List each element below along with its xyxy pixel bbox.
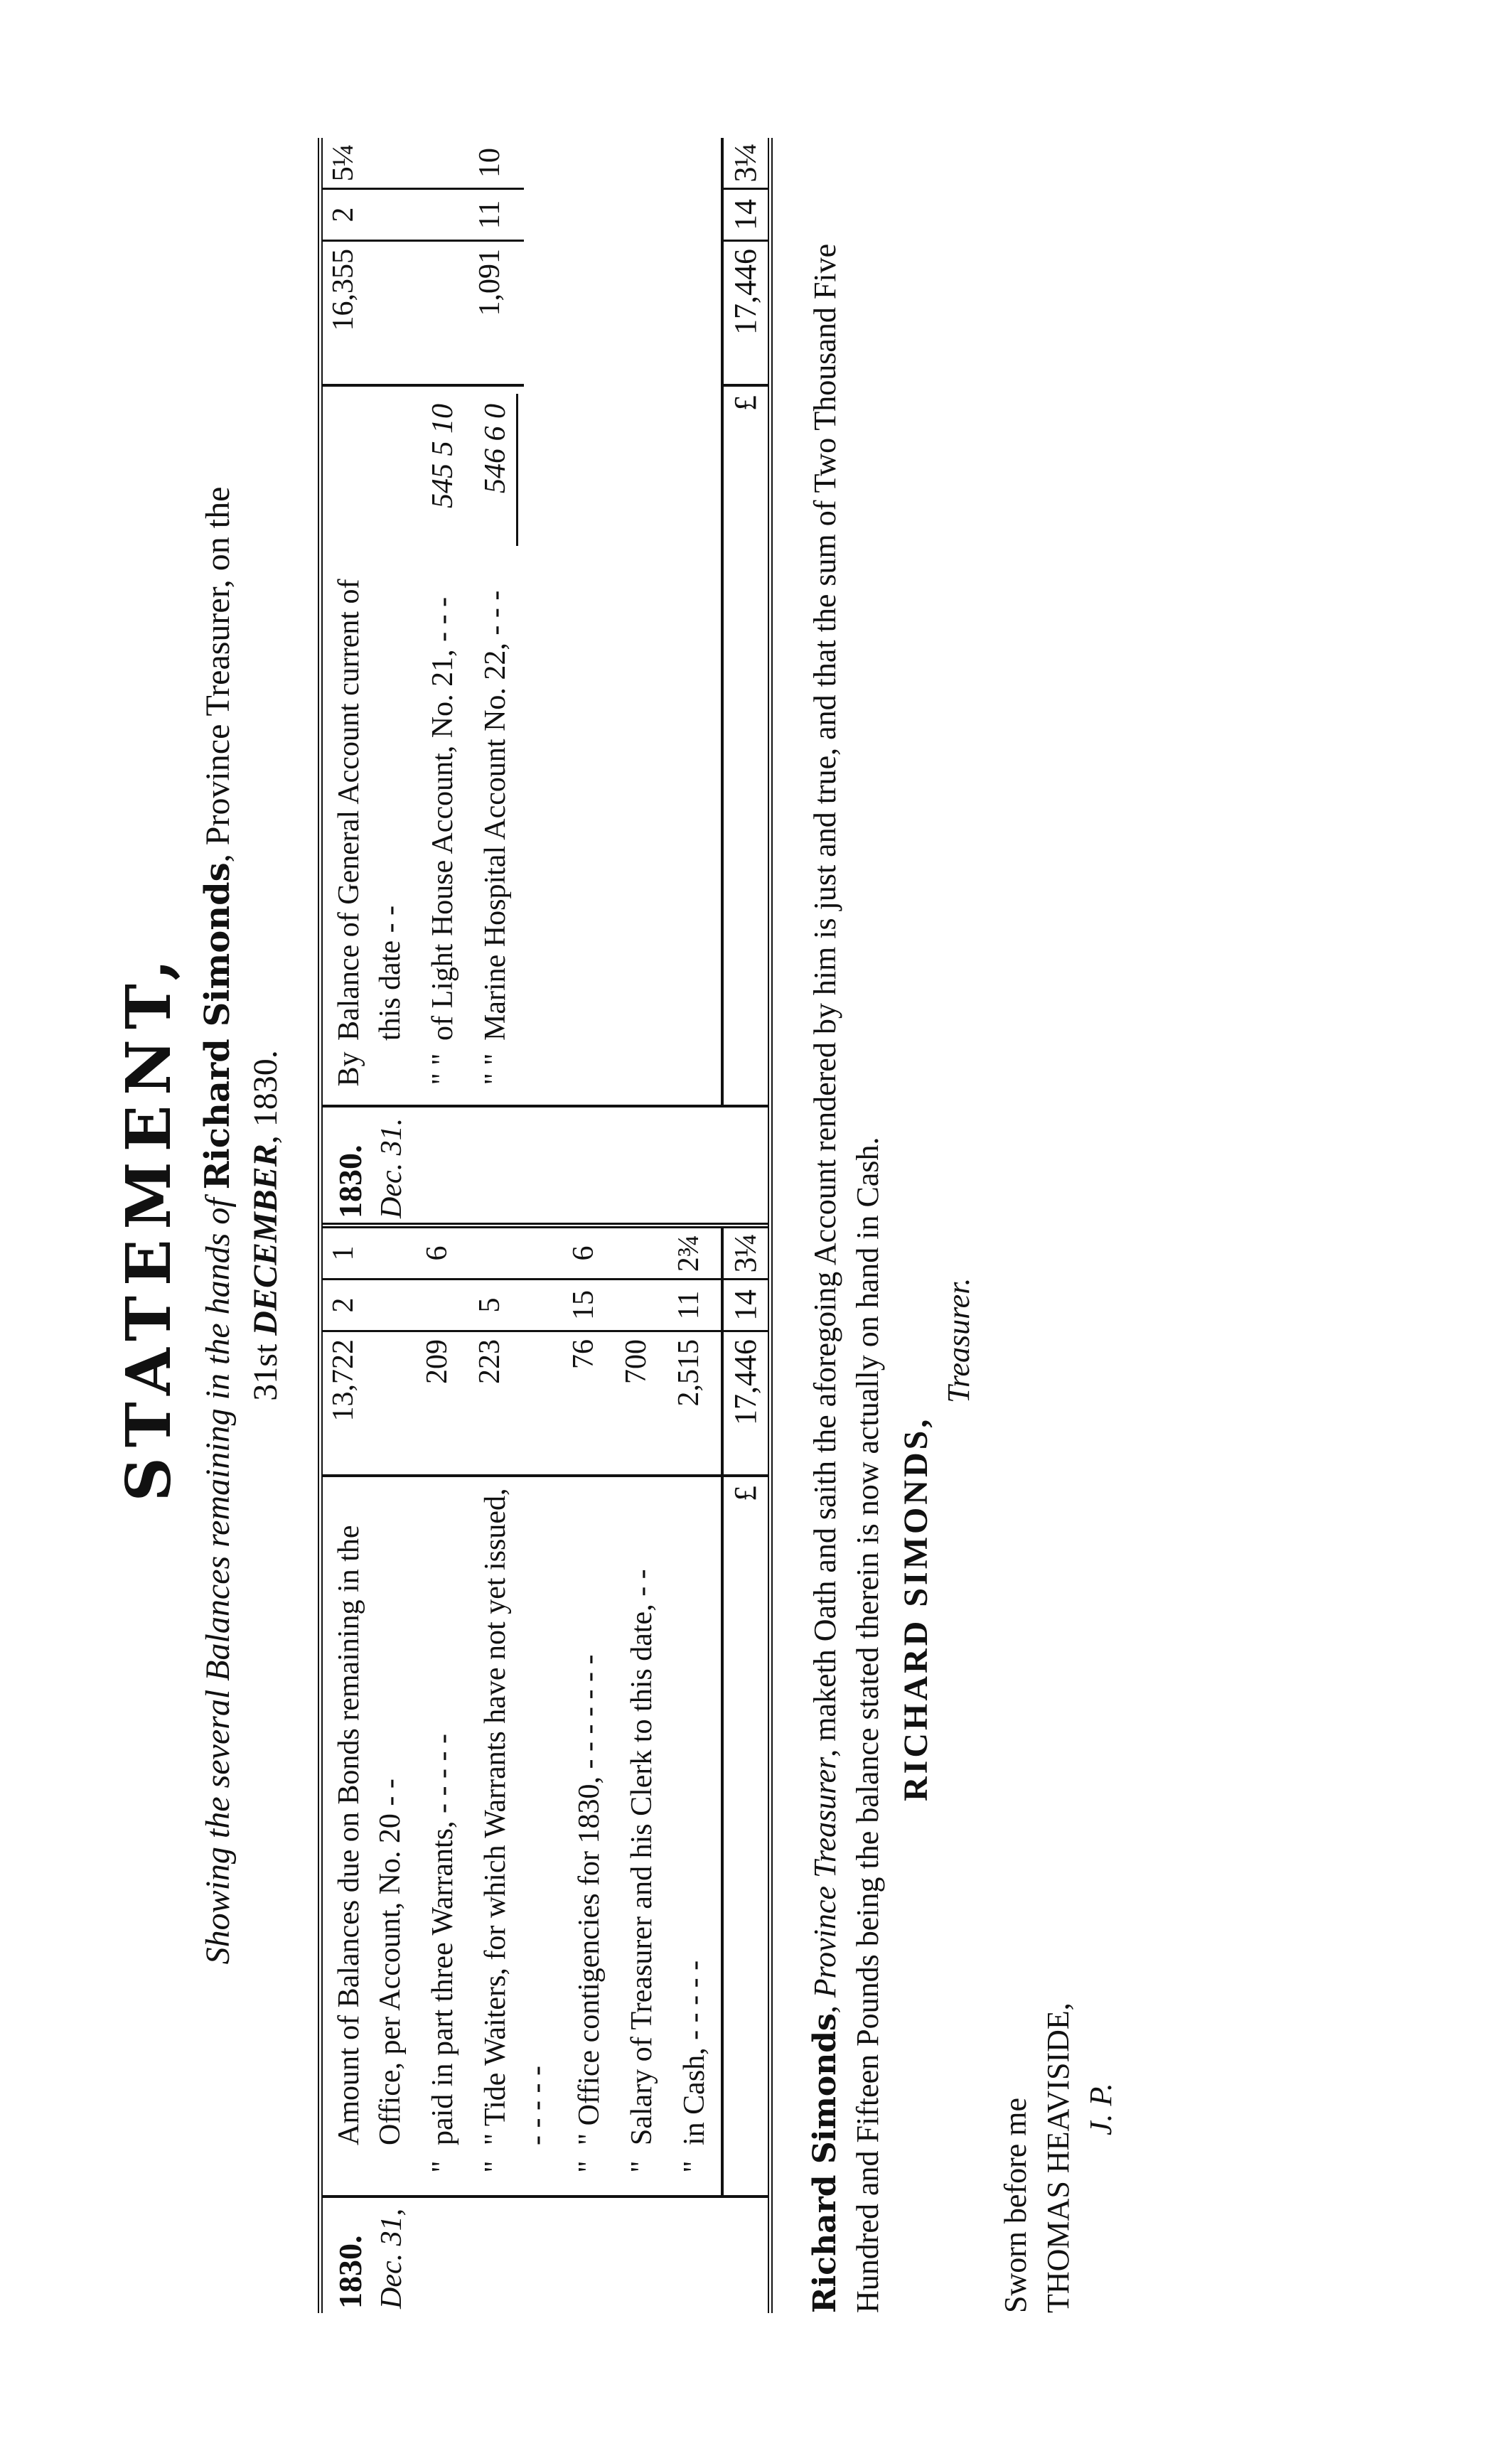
subtitle-post: , Province Treasurer, on the	[198, 486, 237, 863]
table-row	[668, 1228, 721, 2195]
entry-shillings: 15	[563, 1280, 616, 1332]
subtitle-pre: Showing the several Balances remaining in the hands of	[198, 1198, 237, 1965]
debit-day: Dec. 31,	[375, 2208, 408, 2309]
entry-pence	[616, 1228, 668, 1280]
account-table	[318, 138, 773, 2313]
entry-pounds: 223	[469, 1332, 563, 1477]
ditto-mark	[328, 2145, 411, 2188]
currency-symbol: £	[727, 395, 763, 411]
entry-shillings: 11	[668, 1280, 721, 1332]
entry-shillings	[616, 1280, 668, 1332]
entry-shillings	[417, 1280, 469, 1332]
total-pence: 3¼	[724, 1228, 768, 1280]
date-day: 31st	[246, 1344, 284, 1401]
entry-pence: 10	[469, 138, 524, 190]
credit-total-row	[721, 138, 768, 1105]
credit-date	[323, 1105, 768, 1223]
entry-pence	[417, 138, 469, 190]
ditto-mark: "	[572, 2160, 606, 2173]
ditto-mark: By	[332, 1051, 365, 1087]
entry-subtotal	[328, 394, 411, 546]
entry-subtotal: 546 6 0	[475, 394, 518, 546]
debit-total-row	[721, 1228, 768, 2195]
entry-pence: 6	[563, 1228, 616, 1280]
credit-entries	[323, 138, 768, 1105]
page-title: STATEMENT,	[112, 949, 185, 1502]
table-row	[323, 1228, 417, 2195]
debit-date	[323, 2195, 768, 2313]
table-row	[469, 1228, 563, 2195]
date-year: , 1830.	[246, 1050, 284, 1144]
entry-shillings: 2	[323, 190, 417, 242]
subtitle-name: Richard Simonds	[197, 862, 237, 1190]
entry-description: Marine Hospital Account No. 22, - - -	[478, 590, 512, 1041]
oath-paragraph: Richard Simonds, Province Treasurer, maketh Oath and saith the aforegoing Account rendered by him is just and true, and that the sum of Two Thousand Five Hundred and Fifteen Pounds being the balance stated therein is now actually on hand in Cash.	[806, 243, 885, 2313]
entry-pounds: 16,355	[323, 242, 417, 387]
signature-name: RICHARD SIMONDS,	[896, 1416, 935, 1801]
oath-section	[804, 138, 1122, 2313]
entry-pounds: 76	[563, 1332, 616, 1477]
sworn-block	[994, 138, 1122, 2313]
ditto-mark: " "	[478, 1053, 512, 1085]
ditto-mark: "	[426, 2160, 459, 2173]
debit-side	[323, 1223, 768, 2313]
entry-description: paid in part three Warrants, - - - - -	[426, 1734, 459, 2145]
entry-pounds: 700	[616, 1332, 668, 1477]
total-pounds: 17,446	[724, 1332, 768, 1477]
entry-shillings	[417, 190, 469, 242]
currency-symbol: £	[727, 1486, 763, 1501]
total-shillings: 14	[724, 190, 768, 242]
debit-entries	[323, 1228, 768, 2195]
table-row	[469, 138, 524, 1105]
ditto-mark: "	[677, 2160, 711, 2173]
credit-side	[323, 138, 768, 1223]
magistrate-title: J. P.	[1083, 2083, 1118, 2135]
table-row	[417, 138, 469, 1105]
entry-description: " Tide Waiters, for which Warrants have not yet issued, - - - - -	[478, 1488, 553, 2145]
magistrate-name: THOMAS HEAVISIDE,	[1040, 2002, 1076, 2313]
statement-date	[246, 53, 285, 2398]
ditto-mark: " "	[426, 1053, 459, 1085]
total-pence: 3¼	[724, 138, 768, 190]
entry-subtotal: 545 5 10	[426, 404, 459, 508]
debit-year: 1830.	[331, 2235, 368, 2309]
entry-pounds	[417, 242, 469, 387]
entry-pounds: 1,091	[469, 242, 524, 387]
table-row	[323, 138, 417, 1105]
entry-pence: 6	[417, 1228, 469, 1280]
entry-pence: 1	[323, 1228, 417, 1280]
ditto-mark: "	[625, 2160, 658, 2173]
ditto-mark: "	[478, 2160, 512, 2173]
signature-block	[895, 138, 980, 1801]
oath-text: , maketh Oath and saith the aforegoing Account rendered by him is just and true, and that the sum of Two Thousand Five Hundred and Fifteen Pounds being the balance stated therein is now actually on hand in Cash.	[807, 243, 885, 2313]
entry-pence: 2¾	[668, 1228, 721, 1280]
rotated-content	[45, 53, 1467, 2398]
entry-description: Salary of Treasurer and his Clerk to this date, - -	[625, 1569, 658, 2145]
subtitle	[198, 53, 237, 2398]
entry-shillings: 11	[469, 190, 524, 242]
entry-pounds: 2,515	[668, 1332, 721, 1477]
entry-pence	[469, 1228, 563, 1280]
credit-year: 1830.	[331, 1144, 368, 1218]
entry-description: " Office contigencies for 1830, - - - - - - -	[572, 1654, 606, 2145]
signature-title: Treasurer.	[940, 1277, 976, 1403]
table-row	[616, 1228, 668, 2195]
oath-name: Richard Simonds	[806, 2013, 843, 2313]
table-row	[563, 1228, 616, 2195]
credit-day: Dec. 31.	[375, 1117, 408, 1218]
entry-pence: 5¼	[323, 138, 417, 190]
entry-pounds: 209	[417, 1332, 469, 1477]
oath-title: Province Treasurer	[807, 1757, 842, 1998]
entry-description: Amount of Balances due on Bonds remaining in the Office, per Account, No. 20 - -	[332, 1525, 407, 2145]
entry-description: of Light House Account, No. 21, - - -	[426, 596, 459, 1041]
entry-shillings: 2	[323, 1280, 417, 1332]
entry-pounds: 13,722	[323, 1332, 417, 1477]
entry-description: in Cash, - - - - -	[677, 1960, 711, 2145]
table-row	[417, 1228, 469, 2195]
total-shillings: 14	[724, 1280, 768, 1332]
sworn-line: Sworn before me	[997, 2097, 1033, 2313]
date-month: DECEMBER	[246, 1144, 284, 1336]
entry-description: Balance of General Account current of this date - -	[332, 579, 407, 1041]
entry-shillings: 5	[469, 1280, 563, 1332]
total-pounds: 17,446	[724, 242, 768, 387]
